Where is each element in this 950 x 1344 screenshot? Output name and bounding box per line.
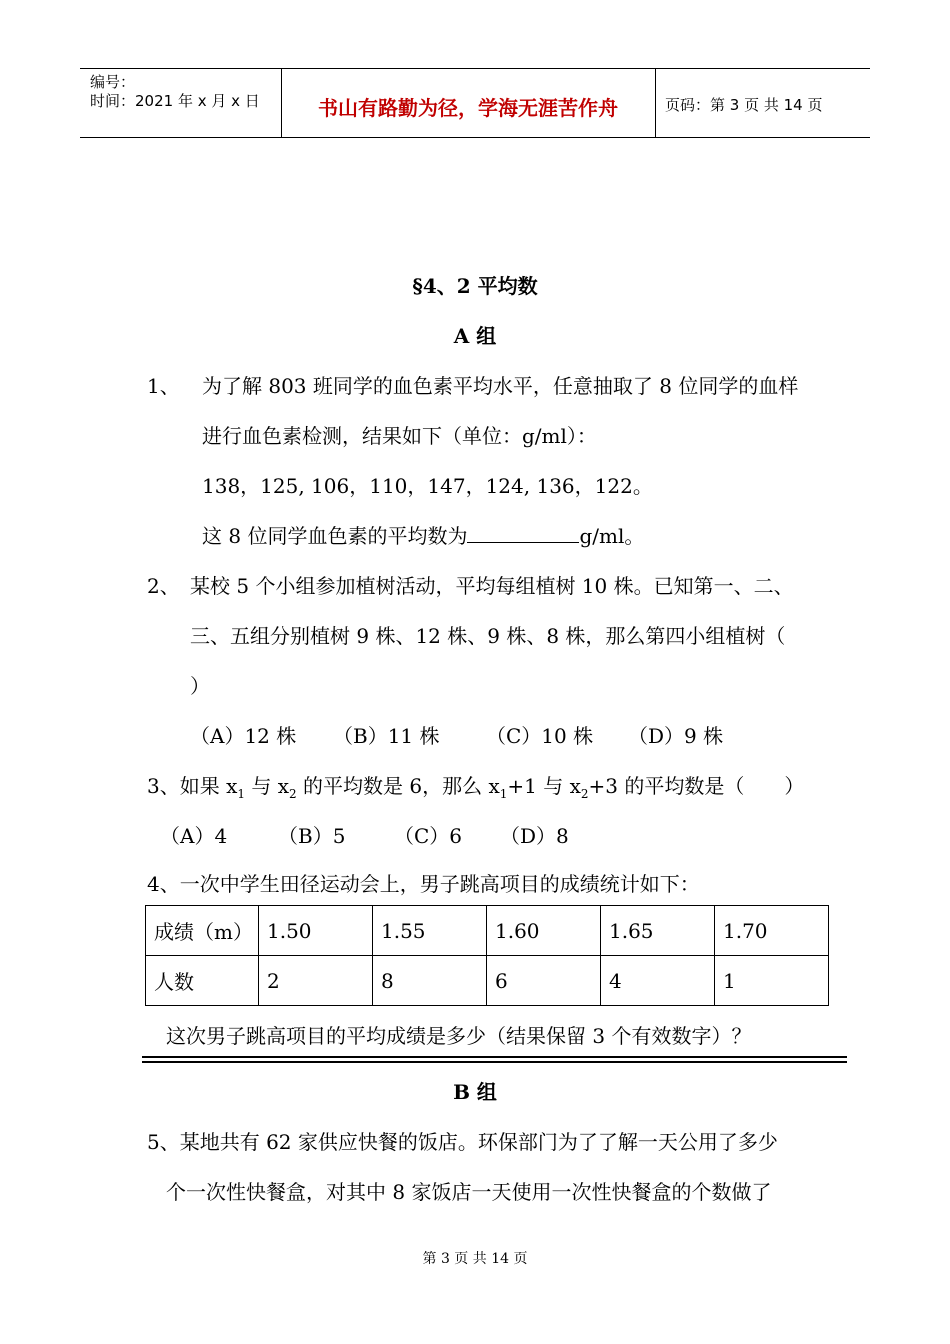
q1-line2: 进行血色素检测，结果如下（单位：g/ml）： <box>202 424 597 448</box>
page-footer: 第 3 页 共 14 页 <box>422 1251 528 1267</box>
q3-option-a: （A）4 <box>160 824 228 848</box>
q2-option-c: （C）10 株 <box>486 724 594 748</box>
q3-option-d: （D）8 <box>500 824 569 848</box>
q2-line2: 三、五组分别植树 9 株、12 株、9 株、8 株，那么第四小组植树（ <box>190 624 786 648</box>
score-table <box>145 905 829 1006</box>
q3-question: 3、如果 $x_1$ 与 $x_2$ 的平均数是 6，那么 $x_1+1$ 与 $x_2+3$ 的平均数是（ ） <box>147 774 805 801</box>
q1-line4 <box>202 520 644 549</box>
q2-option-b: （B）11 株 <box>333 724 440 748</box>
header-meta <box>90 73 260 111</box>
page-header <box>80 68 870 138</box>
table-cell: 1.65 <box>601 906 715 956</box>
header-page-info: 页码：第 3 页 共 14 页 <box>665 96 823 114</box>
q2-number: 2、 <box>147 574 180 598</box>
table-row <box>146 906 829 956</box>
q1-line1: 为了解 803 班同学的血色素平均水平，任意抽取了 8 位同学的血样 <box>202 374 799 398</box>
table-cell: 1.60 <box>487 906 601 956</box>
q3-option-b: （B）5 <box>278 824 346 848</box>
q2-option-d: （D）9 株 <box>628 724 724 748</box>
table-cell: 1 <box>715 956 829 1006</box>
header-divider <box>655 69 656 137</box>
q2-option-a: （A）12 株 <box>190 724 297 748</box>
double-rule <box>142 1056 847 1058</box>
group-a-heading: A 组 <box>453 324 497 348</box>
double-rule <box>142 1061 847 1063</box>
q1-unit: g/ml。 <box>579 524 645 548</box>
table-cell: 6 <box>487 956 601 1006</box>
table-cell: 8 <box>373 956 487 1006</box>
answer-blank <box>467 524 579 543</box>
q2-line1: 某校 5 个小组参加植树活动，平均每组植树 10 株。已知第一、二、 <box>190 574 794 598</box>
number-label: 编号： <box>90 73 136 91</box>
time-label: 时间：2021 年 x 月 x 日 <box>90 92 260 110</box>
q1-number: 1、 <box>147 374 180 398</box>
table-cell: 1.55 <box>373 906 487 956</box>
table-cell: 2 <box>259 956 373 1006</box>
table-cell: 成绩（m） <box>146 906 259 956</box>
q5-line1: 5、某地共有 62 家供应快餐的饭店。环保部门为了了解一天公用了多少 <box>147 1130 778 1154</box>
table-cell: 4 <box>601 956 715 1006</box>
q1-prompt: 这 8 位同学血色素的平均数为 <box>202 524 468 548</box>
table-cell: 人数 <box>146 956 259 1006</box>
q3-option-c: （C）6 <box>394 824 463 848</box>
table-cell: 1.70 <box>715 906 829 956</box>
table-cell: 1.50 <box>259 906 373 956</box>
q4-question: 这次男子跳高项目的平均成绩是多少（结果保留 3 个有效数字）？ <box>166 1024 752 1048</box>
q4-line1: 4、一次中学生田径运动会上，男子跳高项目的成绩统计如下： <box>147 872 700 896</box>
group-b-heading: B 组 <box>453 1080 497 1104</box>
q2-line3: ） <box>190 674 210 698</box>
q5-line2: 个一次性快餐盒，对其中 8 家饭店一天使用一次性快餐盒的个数做了 <box>166 1180 772 1204</box>
table-row <box>146 956 829 1006</box>
section-title: §4、2 平均数 <box>412 274 538 298</box>
header-motto: 书山有路勤为径，学海无涯苦作舟 <box>318 96 618 120</box>
q1-data: 138，125, 106，110，147，124, 136，122。 <box>202 474 653 498</box>
